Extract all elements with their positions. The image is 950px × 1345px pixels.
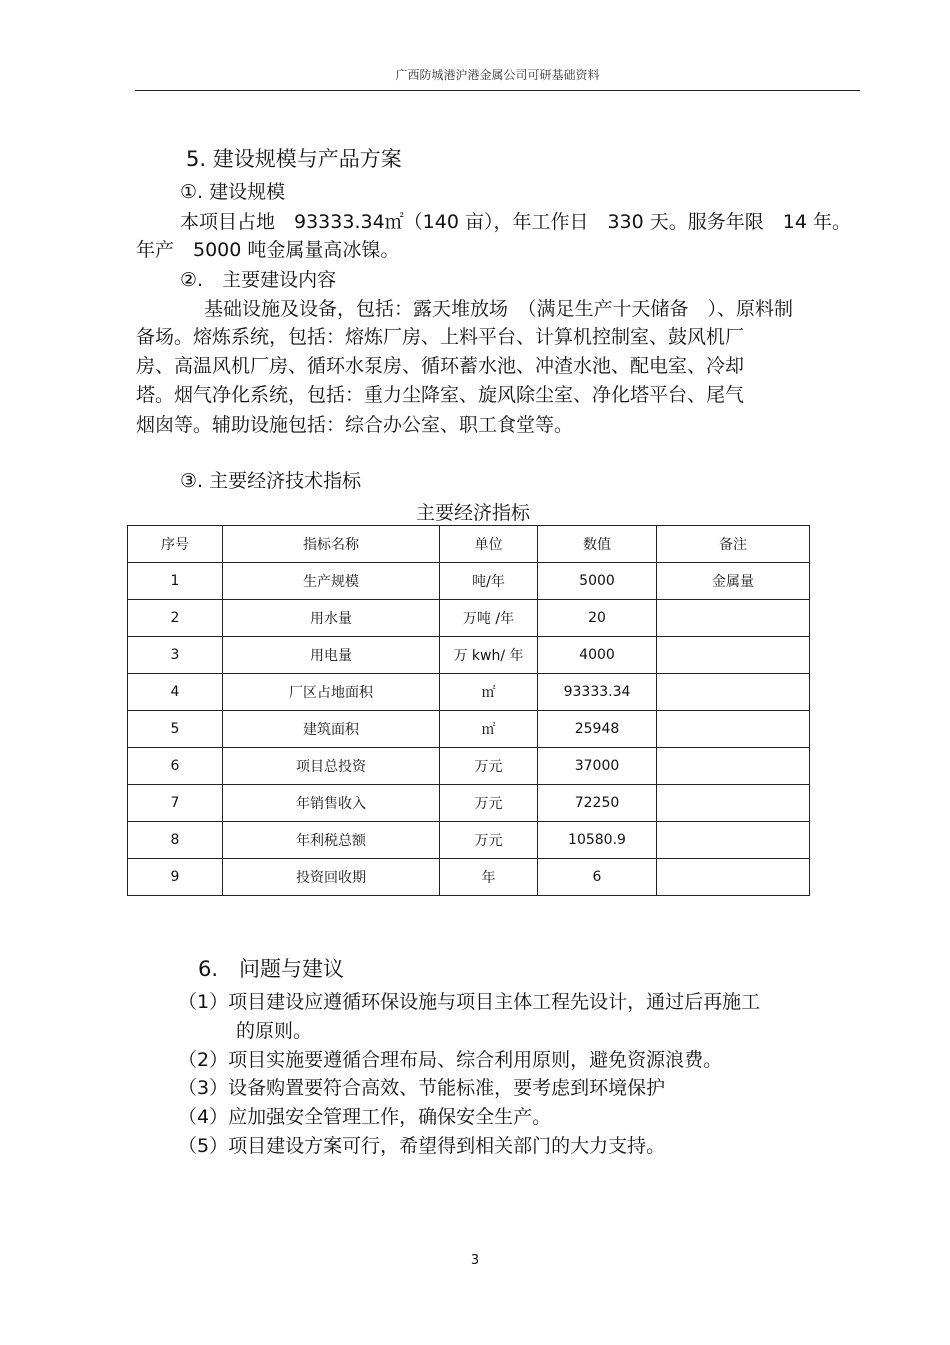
construction-line: 房、高温风机厂房、循环水泵房、循环蓄水池、冲渣水池、配电室、冷却 [136, 355, 745, 377]
table-cell: 4000 [538, 637, 657, 674]
table-cell: 厂区占地面积 [223, 674, 440, 711]
table-cell: 20 [538, 600, 657, 637]
table-cell: 万 kwh/ 年 [440, 637, 538, 674]
header-cell: 数值 [538, 526, 657, 563]
table-cell: 3 [128, 637, 223, 674]
scale-paragraph-line-2: 年产 5000 吨金属量高冰镍。 [136, 239, 400, 261]
subsection-indicators: ③. 主要经济技术指标 [180, 470, 362, 492]
running-header: 广西防城港沪港金属公司可研基础资料 [395, 68, 600, 82]
table-cell: 万元 [440, 785, 538, 822]
table-cell: 2 [128, 600, 223, 637]
subsection-scale: ①. 建设规模 [180, 181, 286, 203]
table-cell: 10580.9 [538, 822, 657, 859]
table-cell: 金属量 [657, 563, 810, 600]
table-cell: 6 [128, 748, 223, 785]
table-cell: 37000 [538, 748, 657, 785]
table-row [128, 785, 810, 822]
table-cell: 万元 [440, 748, 538, 785]
table-cell [657, 711, 810, 748]
table-cell: 生产规模 [223, 563, 440, 600]
suggestion-item: （4）应加强安全管理工作，确保安全生产。 [178, 1106, 552, 1128]
table-cell: 年 [440, 859, 538, 896]
table-cell [657, 637, 810, 674]
table-cell: 万吨 /年 [440, 600, 538, 637]
table-cell: 7 [128, 785, 223, 822]
table-cell: 72250 [538, 785, 657, 822]
scale-paragraph-line-1: 本项目占地 93333.34㎡（140 亩），年工作日 330 天。服务年限 14 年。 [180, 211, 851, 233]
table-cell: ㎡ [440, 711, 538, 748]
table-row [128, 600, 810, 637]
table-cell [657, 785, 810, 822]
table-cell: 投资回收期 [223, 859, 440, 896]
table-cell [657, 822, 810, 859]
table-cell: 25948 [538, 711, 657, 748]
table-caption: 主要经济指标 [416, 502, 531, 524]
indicators-table [127, 525, 810, 896]
table-cell: 建筑面积 [223, 711, 440, 748]
construction-line: 备场。熔炼系统，包括：熔炼厂房、上料平台、计算机控制室、鼓风机厂 [136, 326, 745, 348]
suggestion-item: （1）项目建设应遵循环保设施与项目主体工程先设计，通过后再施工 [178, 991, 761, 1013]
subsection-construction: ②. 主要建设内容 [180, 269, 337, 291]
table-cell: 用水量 [223, 600, 440, 637]
construction-line: 塔。烟气净化系统，包括：重力尘降室、旋风除尘室、净化塔平台、尾气 [136, 384, 745, 406]
suggestion-item: （3）设备购置要符合高效、节能标准，要考虑到环境保护 [178, 1077, 666, 1099]
section-6-heading: 6. 问题与建议 [198, 957, 345, 981]
table-cell: ㎡ [440, 674, 538, 711]
table-cell: 8 [128, 822, 223, 859]
header-cell: 指标名称 [223, 526, 440, 563]
table-cell: 年销售收入 [223, 785, 440, 822]
table-cell [657, 748, 810, 785]
table-row [128, 859, 810, 896]
table-cell: 吨/年 [440, 563, 538, 600]
table-cell: 万元 [440, 822, 538, 859]
suggestion-item: （2）项目实施要遵循合理布局、综合利用原则，避免资源浪费。 [178, 1049, 723, 1071]
table-cell: 用电量 [223, 637, 440, 674]
table-cell [657, 674, 810, 711]
suggestion-item: （5）项目建设方案可行，希望得到相关部门的大力支持。 [178, 1135, 666, 1157]
header-cell: 备注 [657, 526, 810, 563]
table-cell: 9 [128, 859, 223, 896]
table-row [128, 674, 810, 711]
table-cell [657, 600, 810, 637]
header-cell: 单位 [440, 526, 538, 563]
table-row [128, 822, 810, 859]
table-header-row [128, 526, 810, 563]
table-row [128, 563, 810, 600]
table-cell: 5 [128, 711, 223, 748]
suggestion-item-continuation: 的原则。 [236, 1020, 313, 1042]
table-cell: 4 [128, 674, 223, 711]
construction-line: 基础设施及设备，包括：露天堆放场 （满足生产十天储备 ）、原料制 [204, 298, 794, 320]
table-cell: 项目总投资 [223, 748, 440, 785]
page-number: 3 [470, 1253, 480, 1268]
construction-line: 烟囱等。辅助设施包括：综合办公室、职工食堂等。 [136, 414, 574, 436]
header-rule [135, 90, 860, 91]
table-cell: 93333.34 [538, 674, 657, 711]
table-row [128, 637, 810, 674]
table-cell: 6 [538, 859, 657, 896]
table-row [128, 711, 810, 748]
header-cell: 序号 [128, 526, 223, 563]
table-row [128, 748, 810, 785]
table-cell: 5000 [538, 563, 657, 600]
section-5-heading: 5. 建设规模与产品方案 [186, 147, 402, 171]
table-cell: 年利税总额 [223, 822, 440, 859]
table-cell: 1 [128, 563, 223, 600]
table-cell [657, 859, 810, 896]
